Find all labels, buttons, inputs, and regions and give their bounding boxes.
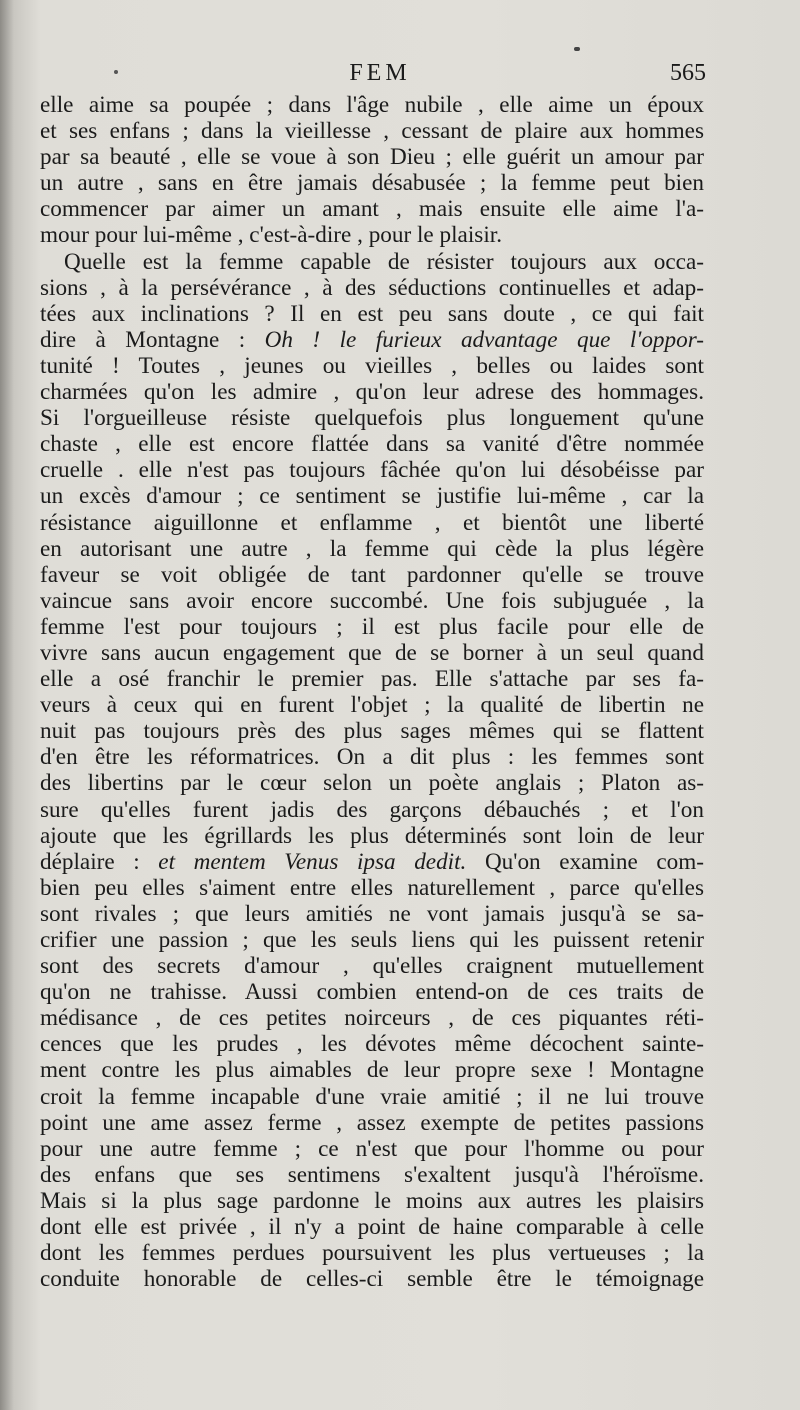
text-line: elle a osé franchir le premier pas. Elle s'attache par ses fa- xyxy=(40,666,704,693)
text-line-with-quote xyxy=(40,327,704,353)
text-line: dont les femmes perdues poursuivent les plus vertueuses ; la xyxy=(40,1240,704,1267)
text-line: conduite honorable de celles-ci semble être le témoignage xyxy=(40,1266,704,1293)
text-line: femme l'est pour toujours ; il est plus facile pour elle de xyxy=(40,613,704,640)
text-line: cences que les prudes , les dévotes même décochent sainte- xyxy=(40,1031,704,1058)
text-line: ajoute que les égrillards les plus déterminés sont loin de leur xyxy=(40,822,704,849)
text-line: ment contre les plus aimables de leur propre sexe ! Montagne xyxy=(40,1057,704,1084)
text-line: des enfans que ses sentimens s'exaltent jusqu'à l'héroïsme. xyxy=(40,1161,704,1188)
text-line: tées aux inclinations ? Il en est peu sans doute , ce qui fait xyxy=(40,300,704,327)
text-line: pour une autre femme ; ce n'est que pour l'homme ou pour xyxy=(40,1135,704,1162)
text-line: bien peu elles s'aiment entre elles naturellement , parce qu'elles xyxy=(40,874,704,901)
text-line: en autorisant une autre , la femme qui cède la plus légère xyxy=(40,535,704,562)
text-line: tunité ! Toutes , jeunes ou vieilles , belles ou laides sont xyxy=(40,352,704,379)
text-line: Si l'orgueilleuse résiste quelquefois plus longuement qu'une xyxy=(40,405,704,432)
text-line: commencer par aimer un amant , mais ensuite elle aime l'a- xyxy=(40,196,704,223)
text-line: dont elle est privée , il n'y a point de haine comparable à celle xyxy=(40,1214,704,1241)
text-line: Mais si la plus sage pardonne le moins aux autres les plaisirs xyxy=(40,1187,704,1214)
text-line: médisance , de ces petites noirceurs , de ces piquantes réti- xyxy=(40,1005,704,1032)
text-line-with-quote xyxy=(40,849,704,875)
text-line: vaincue sans avoir encore succombé. Une fois subjuguée , la xyxy=(40,587,704,614)
text-line: résistance aiguillonne et enflamme , et bientôt une liberté xyxy=(40,509,704,536)
text-line: d'en être les réformatrices. On a dit plus : les femmes sont xyxy=(40,744,704,771)
page-number: 565 xyxy=(670,60,706,86)
body-text xyxy=(40,92,704,1292)
text-line: veurs à ceux qui en furent l'objet ; la qualité de libertin ne xyxy=(40,692,704,719)
text-line: sont rivales ; que leurs amitiés ne vont jamais jusqu'à se sa- xyxy=(40,900,704,927)
text-line: sont des secrets d'amour , qu'elles craignent mutuellement xyxy=(40,953,704,980)
italic-quote: Oh ! le furieux advantage que l'oppor- xyxy=(264,326,704,353)
text-segment: dire à Montagne : xyxy=(40,326,265,353)
print-speck xyxy=(574,47,580,51)
text-line: un excès d'amour ; ce sentiment se justifie lui-même , car la xyxy=(40,483,704,510)
page-header xyxy=(0,60,800,94)
text-line: mour pour lui-même , c'est-à-dire , pour le plaisir. xyxy=(40,222,502,249)
text-line: point une ame assez ferme , assez exempte de petites passions xyxy=(40,1109,704,1136)
text-line: vivre sans aucun engagement que de se borner à un seul quand xyxy=(40,639,704,666)
text-line: qu'on ne trahisse. Aussi combien entend-on de ces traits de xyxy=(40,979,704,1006)
text-line: crifier une passion ; que les seuls liens qui les puissent retenir xyxy=(40,927,704,953)
text-line: sure qu'elles furent jadis des garçons débauchés ; et l'on xyxy=(40,796,704,823)
text-line: cruelle . elle n'est pas toujours fâchée qu'on lui désobéisse par xyxy=(40,457,704,484)
text-segment: déplaire : xyxy=(40,848,159,875)
text-line: charmées qu'on les admire , qu'on leur adrese des hommages. xyxy=(40,379,704,406)
text-line: chaste , elle est encore flattée dans sa vanité d'être nommée xyxy=(40,431,704,458)
text-line: elle aime sa poupée ; dans l'âge nubile , elle aime un époux xyxy=(40,92,704,118)
text-line: par sa beauté , elle se voue à son Dieu ; elle guérit un amour par xyxy=(40,144,704,171)
text-line: et ses enfans ; dans la vieillesse , cessant de plaire aux hommes xyxy=(40,118,704,145)
text-line: un autre , sans en être jamais désabusée ; la femme peut bien xyxy=(40,170,704,197)
text-line: Quelle est la femme capable de résister toujours aux occa- xyxy=(64,248,704,275)
text-line: sions , à la persévérance , à des séductions continuelles et adap- xyxy=(40,274,704,301)
text-line: des libertins par le cœur selon un poète anglais ; Platon as- xyxy=(40,770,704,797)
text-segment: Qu'on examine com- xyxy=(466,848,704,875)
italic-quote: et mentem Venus ipsa dedit. xyxy=(158,848,467,875)
text-line: nuit pas toujours près des plus sages mêmes qui se flattent xyxy=(40,718,704,745)
text-line: croit la femme incapable d'une vraie amitié ; il ne lui trouve xyxy=(40,1083,704,1110)
running-head: FEM xyxy=(349,60,411,86)
text-line: faveur se voit obligée de tant pardonner qu'elle se trouve xyxy=(40,561,704,588)
